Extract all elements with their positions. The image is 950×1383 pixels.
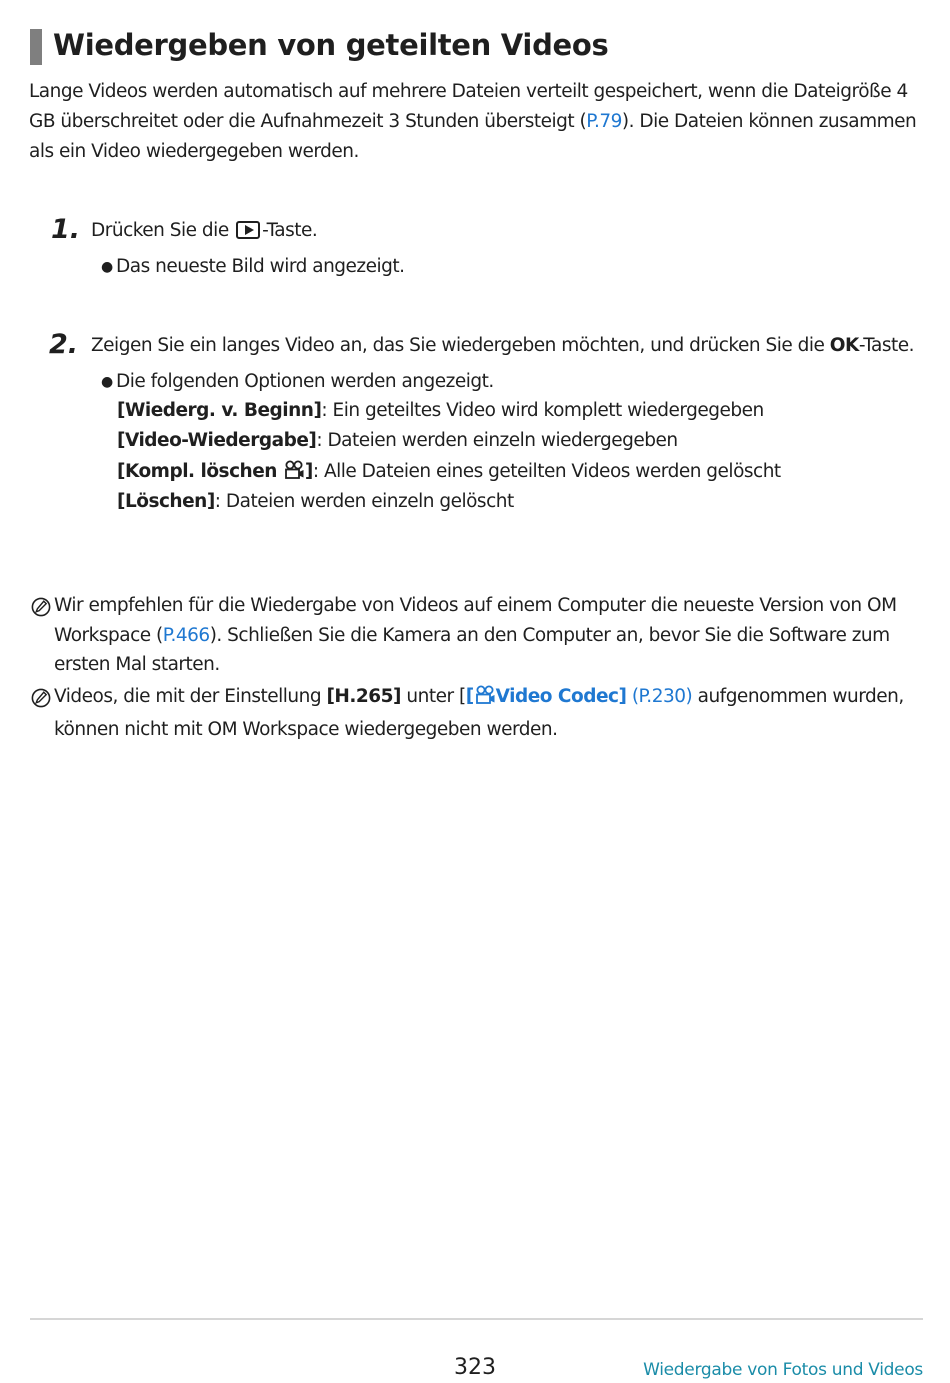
- option-desc: : Dateien werden einzeln wiedergegeben: [316, 430, 678, 451]
- note-pencil-icon: [31, 597, 51, 627]
- option-wiederg-v-beginn: [117, 396, 764, 426]
- footer-divider: [30, 1318, 923, 1320]
- video-codec-link-ref: (P.230): [626, 686, 693, 707]
- movie-camera-icon: [283, 460, 305, 490]
- note-2-text-1: Videos, die mit der Einstellung: [54, 686, 327, 707]
- intro-text-2: ). Die Dateien können zusammen als ein Video wiedergegeben werden.: [29, 111, 917, 162]
- page-title: Wiedergeben von geteilten Videos: [53, 28, 609, 62]
- page-number: 323: [454, 1355, 496, 1380]
- step-2-number: 2.: [49, 329, 79, 360]
- note-2-bold: [H.265]: [326, 686, 402, 707]
- note-h265: [30, 682, 920, 744]
- bullet-dot-icon: ●: [101, 374, 113, 390]
- ok-key-label: OK: [829, 335, 859, 356]
- note-1-text-1: Wir empfehlen für die Wiedergabe von Videos auf einem Computer die neueste Version von OM Workspace (: [54, 595, 897, 646]
- option-desc: : Alle Dateien eines geteilten Videos werden gelöscht: [312, 461, 781, 482]
- step-1-bullet: [101, 252, 405, 282]
- step-1-text-before: Drücken Sie die: [91, 220, 235, 241]
- option-label: [Löschen]: [117, 491, 215, 512]
- title-accent-bar: [30, 29, 42, 65]
- option-label: [Kompl. löschen: [117, 461, 283, 482]
- step-2-text: [91, 331, 914, 361]
- intro-paragraph: [29, 77, 924, 167]
- video-codec-link-open: [: [465, 686, 474, 707]
- note-om-workspace: [30, 591, 920, 680]
- step-1-text: [91, 216, 317, 246]
- video-codec-link[interactable]: [466, 686, 693, 707]
- intro-page-link[interactable]: P.79: [586, 111, 622, 132]
- step-2-text-before: Zeigen Sie ein langes Video an, das Sie wiedergeben möchten, und drücken Sie die: [91, 335, 830, 356]
- note-1-text-2: ). Schließen Sie die Kamera an den Computer an, bevor Sie die Software zum ersten Mal starten.: [54, 624, 890, 675]
- intro-text-1: Lange Videos werden automatisch auf mehrere Dateien verteilt gespeichert, wenn die Dateigröße 4 GB überschreitet oder die Aufnahmezeit 3 Stunden übersteigt (: [29, 81, 908, 132]
- note-2-text-3: aufgenommen wurden, können nicht mit OM Workspace wiedergegeben werden.: [54, 686, 904, 740]
- option-desc: : Dateien werden einzeln gelöscht: [214, 491, 514, 512]
- option-label-end: ]: [304, 461, 313, 482]
- note-pencil-icon: [31, 688, 51, 718]
- step-2-bullet-text: Die folgenden Optionen werden angezeigt.: [116, 371, 494, 392]
- step-1-bullet-text: Das neueste Bild wird angezeigt.: [116, 256, 405, 277]
- option-label: [Wiederg. v. Beginn]: [117, 400, 322, 421]
- movie-camera-icon: [474, 685, 496, 715]
- option-label: [Video-Wiedergabe]: [117, 430, 317, 451]
- option-kompl-loeschen: [117, 457, 781, 490]
- footer-section-link[interactable]: Wiedergabe von Fotos und Videos: [643, 1360, 923, 1380]
- step-1-text-after: -Taste.: [262, 220, 318, 241]
- option-loeschen: [117, 487, 514, 517]
- note-2-text-2: unter [: [401, 686, 466, 707]
- bullet-dot-icon: ●: [101, 259, 113, 275]
- note-1-page-link[interactable]: P.466: [162, 624, 210, 646]
- option-video-wiedergabe: [117, 426, 678, 456]
- step-2-bullet: [101, 367, 494, 397]
- play-button-icon: [236, 221, 260, 239]
- step-2-text-after: -Taste.: [858, 335, 915, 356]
- step-1-number: 1.: [51, 214, 81, 245]
- video-codec-link-label: Video Codec]: [495, 686, 627, 707]
- option-desc: : Ein geteiltes Video wird komplett wiedergegeben: [321, 400, 764, 421]
